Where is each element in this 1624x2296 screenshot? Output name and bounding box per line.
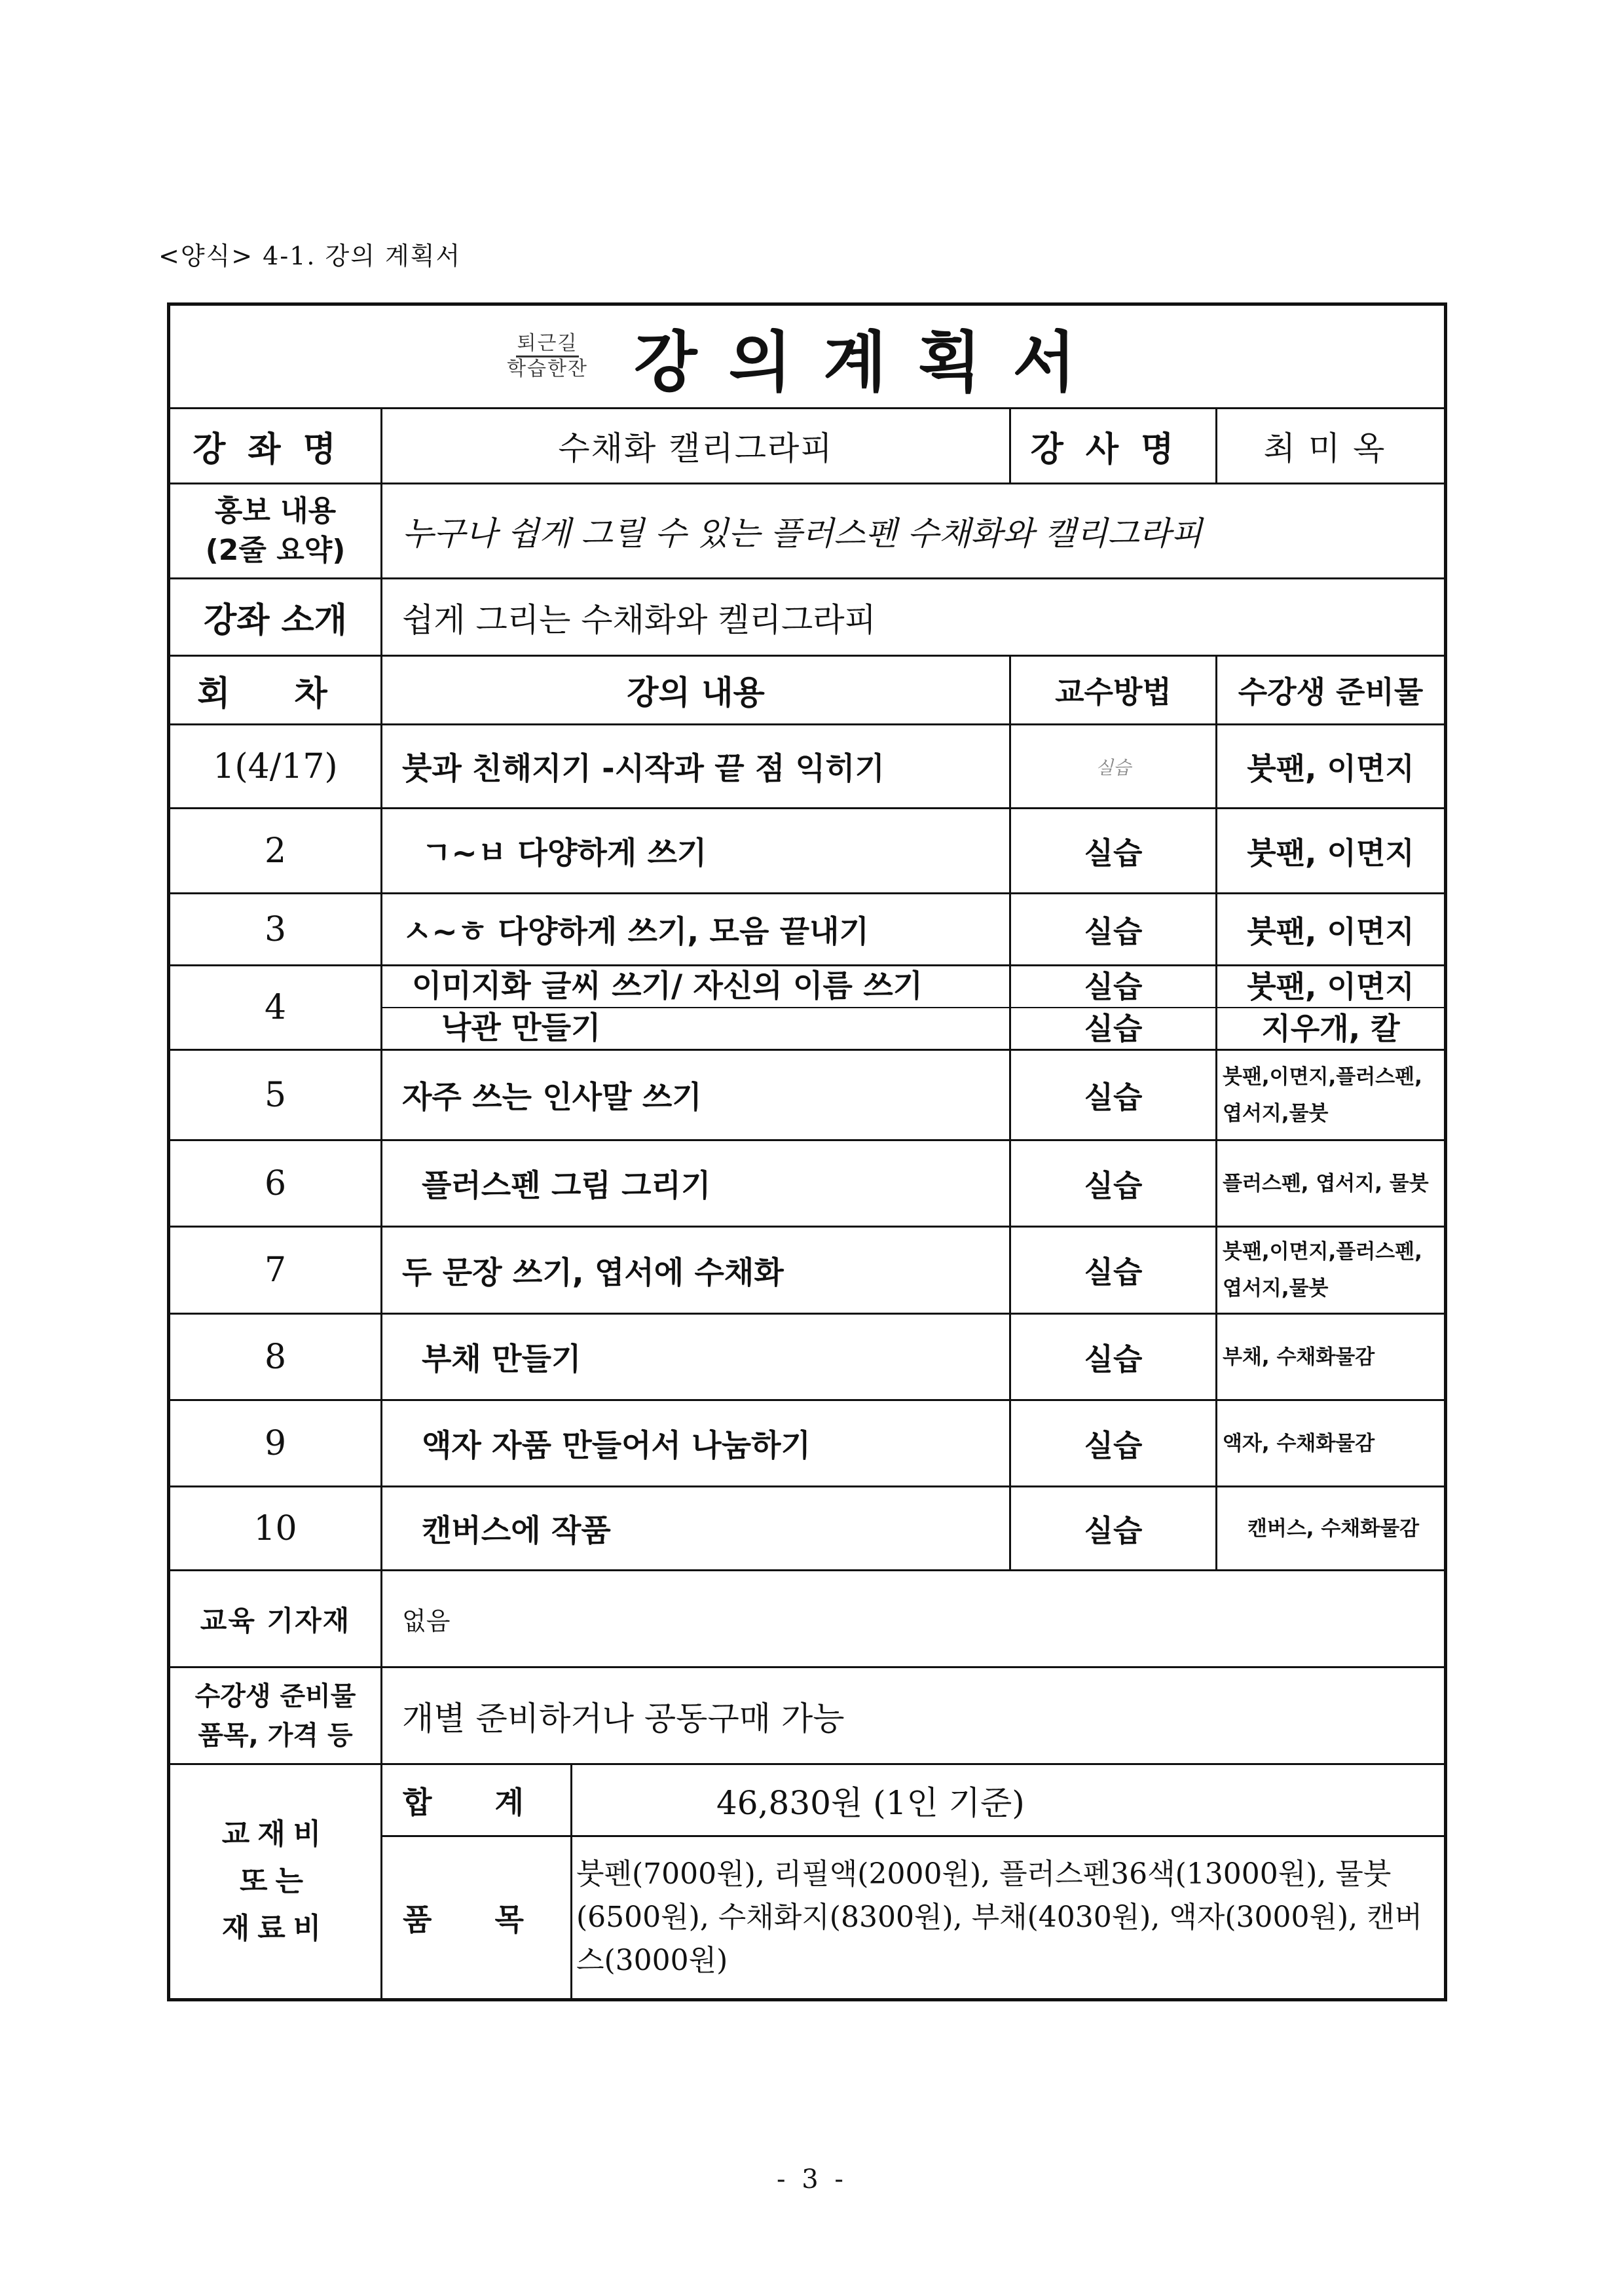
promo-row — [169, 484, 1446, 579]
session-row: 5 자주 쓰는 인사말 쓰기 실습 붓팬,이면지,플러스펜, 엽서지,물붓 — [169, 1050, 1446, 1140]
promo-value: 누구나 쉽게 그릴 수 있는 플러스펜 수채화와 캘리그라피 — [382, 484, 1446, 579]
method-header: 교수방법 — [1010, 656, 1217, 725]
supplies-header: 수강생 준비물 — [1217, 656, 1446, 725]
session-row: 7 두 문장 쓰기, 엽서에 수채화 실습 붓팬,이면지,플러스펜, 엽서지,물붓 — [169, 1227, 1446, 1314]
program-logo: 퇴근길 학습한잔 — [507, 332, 588, 380]
session-row: 1(4/17) 붓과 친해지기 -시작과 끝 점 익히기 실습 붓팬, 이면지 — [169, 725, 1446, 809]
session-row: 4 이미지화 글씨 쓰기/ 자신의 이름 쓰기 낙관 만들기 실습 실습 붓팬, 이면지 지우개, 칼 — [169, 966, 1446, 1050]
session-row: 3 ㅅ~ㅎ 다양하게 쓰기, 모음 끝내기 실습 붓팬, 이면지 — [169, 894, 1446, 966]
student-supplies-row — [169, 1667, 1446, 1764]
intro-value: 쉽게 그리는 수채화와 켈리그라피 — [382, 579, 1446, 656]
materials-total-row — [169, 1764, 1446, 1836]
materials-cost-label: 교재비 또는 재료비 — [169, 1764, 382, 2000]
schedule-header-row — [169, 656, 1446, 725]
items-value: 붓펜(7000원), 리필액(2000원), 플러스펜36색(13000원), 물붓(6500원), 수채화지(8300원), 부채(4030원), 액자(3000원), 캔버스(3000원) — [572, 1836, 1446, 2000]
lecture-plan-table — [167, 302, 1447, 2001]
session-row: 8 부채 만들기 실습 부채, 수채화물감 — [169, 1314, 1446, 1400]
form-label: <양식> 4-1. 강의 계획서 — [158, 242, 462, 270]
total-value: 46,830원 (1인 기준) — [572, 1764, 1446, 1836]
intro-label: 강좌 소개 — [169, 579, 382, 656]
course-row — [169, 409, 1446, 484]
session-row: 10 캔버스에 작품 실습 캔버스, 수채화물감 — [169, 1487, 1446, 1571]
course-name-value: 수채화 캘리그라피 — [382, 409, 1010, 484]
session-row: 6 플러스펜 그림 그리기 실습 플러스펜, 엽서지, 물붓 — [169, 1140, 1446, 1227]
student-supplies-value: 개별 준비하거나 공동구매 가능 — [382, 1667, 1446, 1764]
page-number: - 3 - — [777, 2164, 847, 2195]
equipment-label: 교육 기자재 — [169, 1571, 382, 1667]
promo-label: 홍보 내용 (2줄 요약) — [169, 484, 382, 579]
instructor-name-label: 강사명 — [1010, 409, 1217, 484]
items-label: 품 목 — [382, 1836, 572, 2000]
equipment-row — [169, 1571, 1446, 1667]
total-label: 합 계 — [382, 1764, 572, 1836]
content-header: 강의 내용 — [382, 656, 1010, 725]
course-name-label: 강좌명 — [169, 409, 382, 484]
instructor-name-value: 최미옥 — [1217, 409, 1446, 484]
title-row — [169, 304, 1446, 409]
session-header: 회 차 — [169, 656, 382, 725]
student-supplies-label: 수강생 준비물 품목, 가격 등 — [169, 1667, 382, 1764]
document-title: 강의계획서 — [633, 323, 1107, 401]
session-row: 2 ㄱ~ㅂ 다양하게 쓰기 실습 붓팬, 이면지 — [169, 809, 1446, 894]
equipment-value: 없음 — [382, 1571, 1446, 1667]
intro-row — [169, 579, 1446, 656]
session-row: 9 액자 자품 만들어서 나눔하기 실습 액자, 수채화물감 — [169, 1400, 1446, 1487]
